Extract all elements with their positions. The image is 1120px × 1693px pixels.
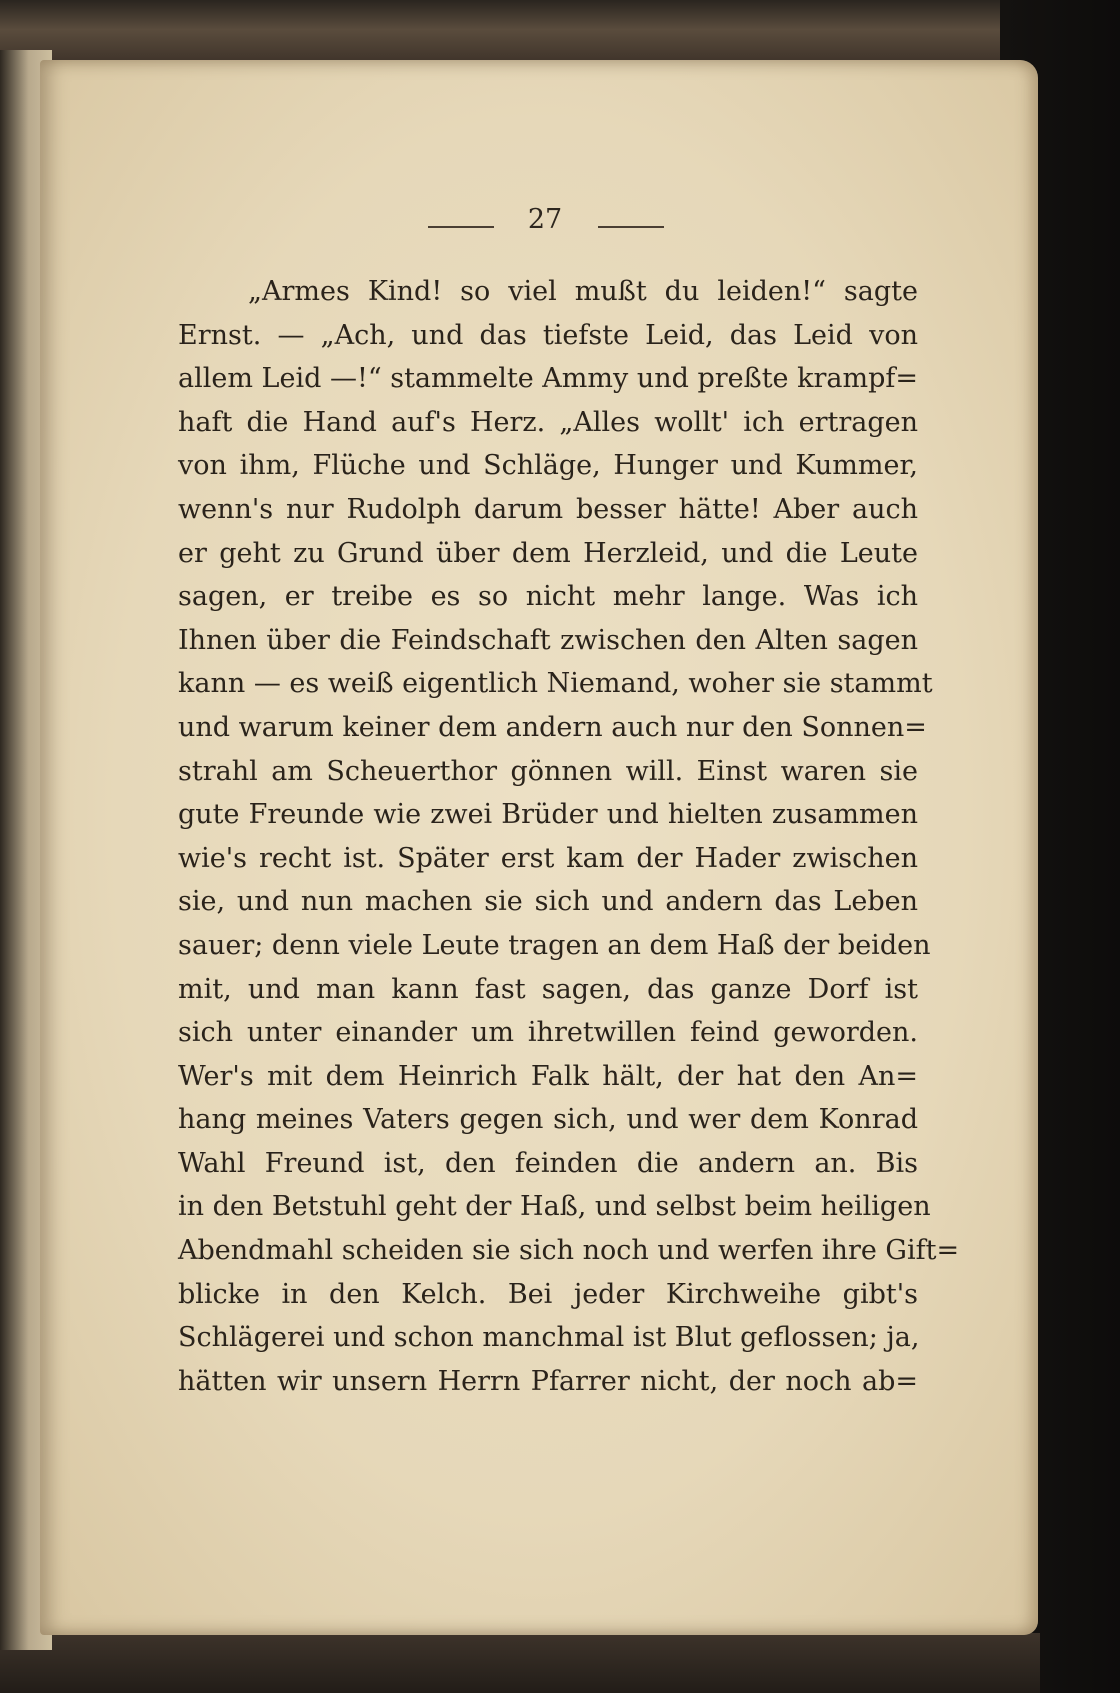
- text-line: sauer; denn viele Leute tragen an dem Haß der beiden: [178, 929, 931, 961]
- text-line: allem Leid —!“ stammelte Ammy und preßte krampf=: [178, 363, 918, 395]
- text-line: von ihm, Flüche und Schläge, Hunger und Kummer,: [178, 450, 918, 482]
- text-line: Ihnen über die Feindschaft zwischen den Alten sagen: [178, 624, 918, 656]
- book-top-edge: [0, 0, 1040, 66]
- header-rule-left: [428, 226, 494, 228]
- book-bottom-edge: [0, 1633, 1040, 1693]
- text-line: sagen, er treibe es so nicht mehr lange. Was ich: [178, 581, 918, 613]
- text-line: Ernst. — „Ach, und das tiefste Leid, das Leid von: [178, 319, 918, 351]
- text-line: hätten wir unsern Herrn Pfarrer nicht, der noch ab=: [178, 1365, 918, 1397]
- text-line: Abendmahl scheiden sie sich noch und werfen ihre Gift=: [178, 1235, 960, 1267]
- page-body-text: [178, 270, 960, 1403]
- text-line: und warum keiner dem andern auch nur den Sonnen=: [178, 711, 927, 743]
- text-line: Schlägerei und schon manchmal ist Blut geflossen; ja,: [178, 1322, 920, 1354]
- text-line: wie's recht ist. Später erst kam der Hader zwischen: [178, 842, 918, 874]
- text-line: sich unter einander um ihretwillen feind geworden.: [178, 1017, 918, 1049]
- header-rule-right: [598, 226, 664, 228]
- text-line: blicke in den Kelch. Bei jeder Kirchweihe gibt's: [178, 1278, 918, 1310]
- text-line: strahl am Scheuerthor gönnen will. Einst waren sie: [178, 755, 918, 787]
- page-header: [0, 204, 1120, 244]
- text-line: mit, und man kann fast sagen, das ganze Dorf ist: [178, 973, 918, 1005]
- text-line: hang meines Vaters gegen sich, und wer dem Konrad: [178, 1104, 918, 1136]
- text-line: sie, und nun machen sie sich und andern das Leben: [178, 886, 918, 918]
- text-line: er geht zu Grund über dem Herzleid, und die Leute: [178, 537, 918, 569]
- text-line: in den Betstuhl geht der Haß, und selbst beim heiligen: [178, 1191, 931, 1223]
- text-line: Wer's mit dem Heinrich Falk hält, der hat den An=: [178, 1060, 918, 1092]
- text-line: „Armes Kind! so viel mußt du leiden!“ sagte: [248, 276, 918, 307]
- text-line: kann — es weiß eigentlich Niemand, woher sie stammt: [178, 668, 933, 700]
- text-line: gute Freunde wie zwei Brüder und hielten zusammen: [178, 799, 918, 831]
- page-number: 27: [527, 204, 563, 235]
- text-line: haft die Hand auf's Herz. „Alles wollt' ich ertragen: [178, 406, 918, 438]
- text-line: wenn's nur Rudolph darum besser hätte! Aber auch: [178, 493, 918, 525]
- text-line: Wahl Freund ist, den feinden die andern an. Bis: [178, 1147, 918, 1179]
